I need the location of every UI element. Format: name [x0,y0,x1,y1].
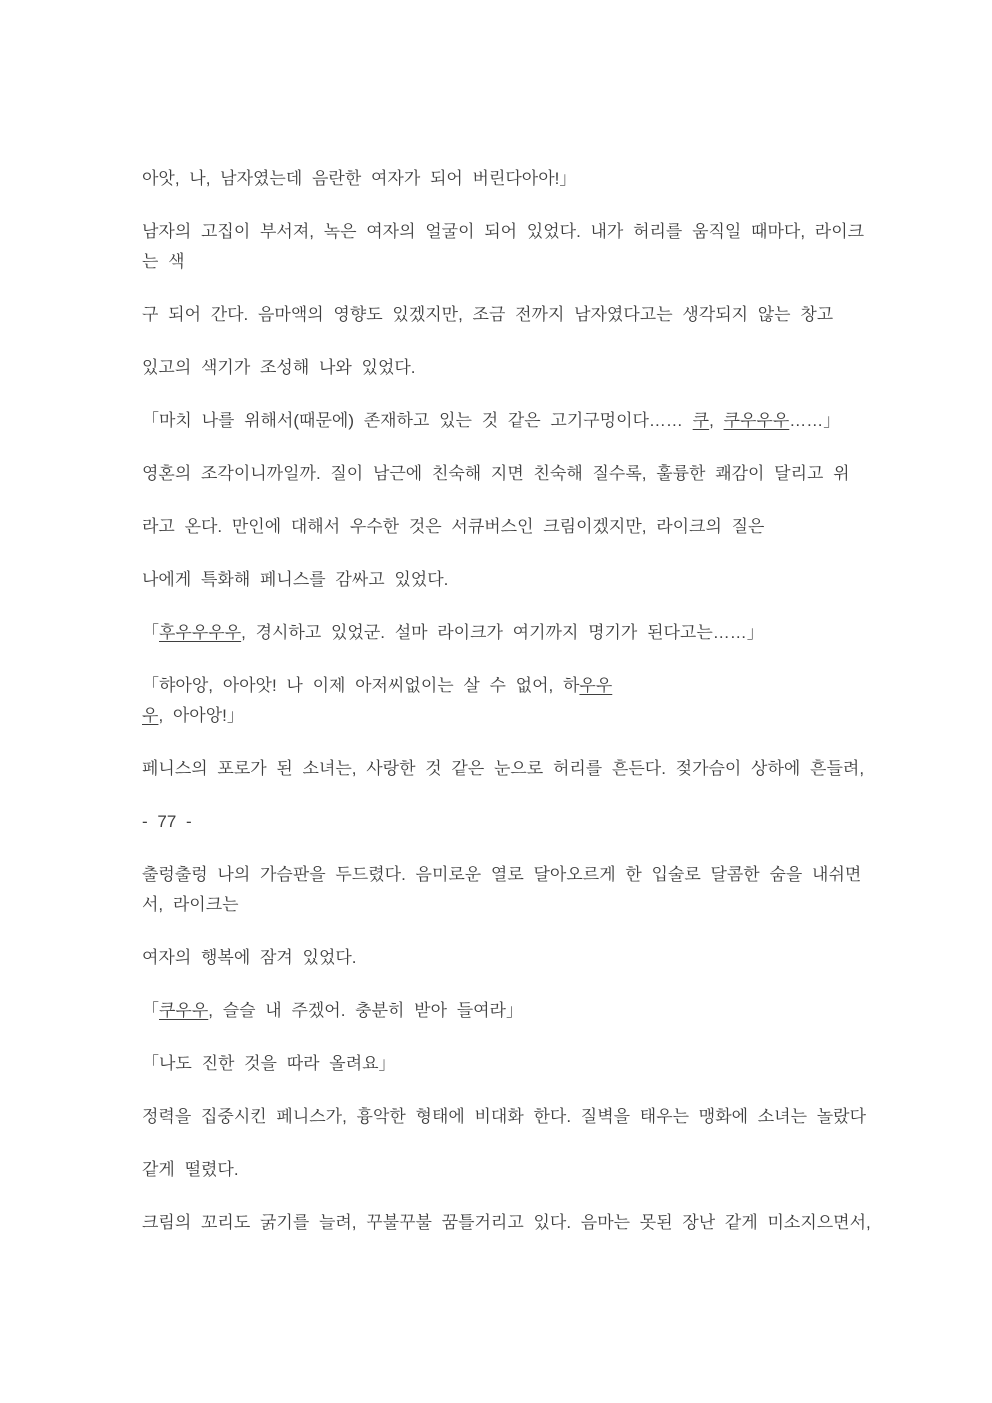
text-segment: 나에게 특화해 페니스를 감싸고 있었다. [142,570,449,589]
text-line [142,754,892,784]
text-line [142,512,892,542]
text-segment: - 77 - [142,812,192,831]
emphasized-text: 쿠우우 [159,1001,209,1020]
text-line [142,300,892,330]
text-segment: 여자의 행복에 잠겨 있었다. [142,948,357,967]
text-line [142,1102,892,1132]
text-line [142,1208,892,1238]
text-segment: , 아아앙!」 [158,706,244,725]
text-line [142,217,892,247]
text-segment: 구 되어 간다. 음마액의 영향도 있겠지만, 조금 전까지 남자였다고는 생각되지 않는 창고 [142,305,834,324]
text-segment: 「마치 나를 위해서(때문에) 존재하고 있는 것 같은 고기구멍이다…… [142,411,693,430]
text-line [142,406,892,436]
text-segment: , 슬슬 내 주겠어. 충분히 받아 들여라」 [208,1001,523,1020]
text-line [142,618,892,648]
emphasized-text: 후우우우우 [159,623,242,642]
text-segment: , 경시하고 있었군. 설마 라이크가 여기까지 명기가 된다고는……」 [241,623,764,642]
text-line [142,671,892,701]
text-segment: 「 [142,1001,159,1020]
text-segment: , [709,411,724,430]
page-number [142,807,892,837]
text-line [142,459,892,489]
text-segment: 라고 온다. 만인에 대해서 우수한 것은 서큐버스인 크림이겠지만, 라이크의 질은 [142,517,765,536]
text-line [142,996,892,1026]
text-segment: 페니스의 포로가 된 소녀는, 사랑한 것 같은 눈으로 허리를 흔든다. 젖가슴이 상하에 흔들려, [142,759,865,778]
text-line [142,890,892,920]
text-segment: 아앗, 나, 남자였는데 음란한 여자가 되어 버린다아아!」 [142,169,577,188]
text-segment: ……」 [789,411,841,430]
text-segment: 「나도 진한 것을 따라 올려요」 [142,1054,396,1073]
text-segment: 서, 라이크는 [142,895,239,914]
text-segment: 크림의 꼬리도 굵기를 늘려, 꾸불꾸불 꿈틀거리고 있다. 음마는 못된 장난 같게 미소지으면서, [142,1213,871,1232]
text-line [142,247,892,277]
emphasized-text: 쿠 [692,411,710,430]
text-segment: 「 [142,623,159,642]
text-line [142,1155,892,1185]
text-line [142,565,892,595]
emphasized-text: 우우 [579,676,613,695]
text-segment: 남자의 고집이 부서져, 녹은 여자의 얼굴이 되어 있었다. 내가 허리를 움직일 때마다, 라이크 [142,222,865,241]
emphasized-text: 쿠우우우 [723,411,790,430]
emphasized-text: 우 [142,706,159,725]
text-segment: 영혼의 조각이니까일까. 질이 남근에 친숙해 지면 친숙해 질수록, 훌륭한 쾌감이 달리고 위 [142,464,850,483]
text-segment: 「햐아앙, 아아앗! 나 이제 아저씨없이는 살 수 없어, 하 [142,676,580,695]
text-segment: 있고의 색기가 조성해 나와 있었다. [142,358,416,377]
text-segment: 같게 떨렸다. [142,1160,239,1179]
text-segment: 정력을 집중시킨 페니스가, 흉악한 형태에 비대화 한다. 질벽을 태우는 맹화에 소녀는 놀랐다 [142,1107,867,1126]
text-line [142,353,892,383]
text-line [142,164,892,194]
text-line [142,943,892,973]
text-line [142,860,892,890]
text-line [142,701,892,731]
text-segment: 출렁출렁 나의 가슴판을 두드렸다. 음미로운 열로 달아오르게 한 입술로 달콤한 숨을 내쉬면 [142,865,862,884]
text-segment: 는 색 [142,252,185,271]
text-line [142,1049,892,1079]
